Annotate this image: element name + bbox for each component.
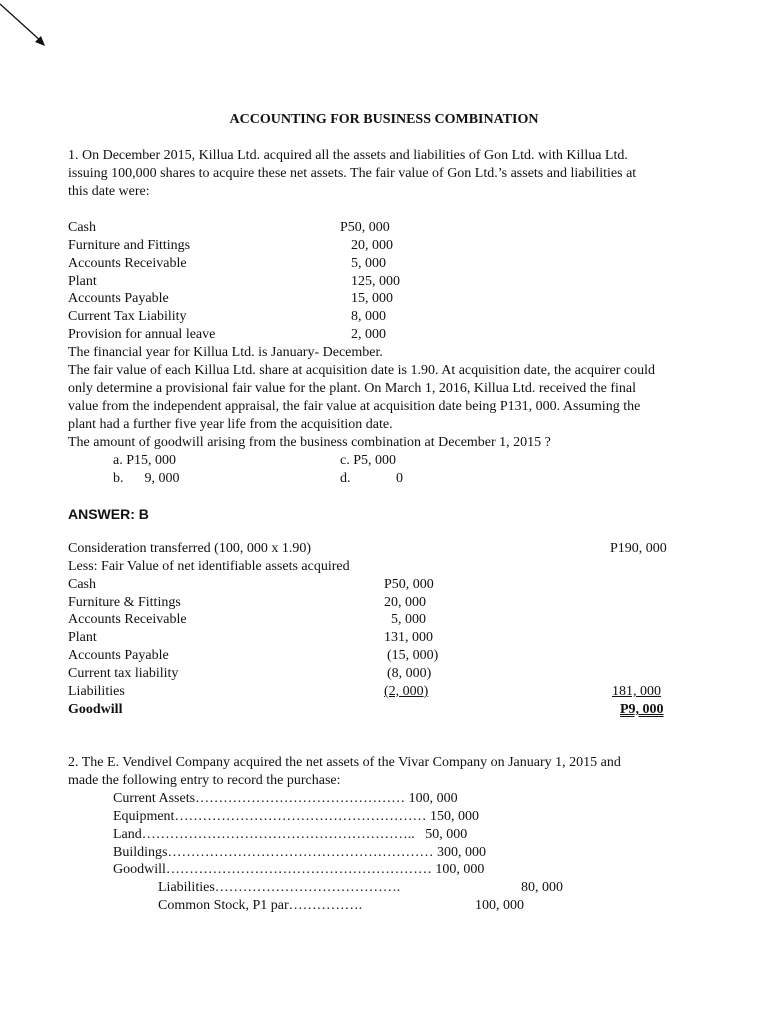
choice-d-value: 0: [396, 471, 403, 486]
solution-row-value: 5, 000: [391, 612, 426, 627]
q1-body-line: The fair value of each Killua Ltd. share at acquisition date is 1.90. At acquisition date, the acquirer could: [68, 363, 656, 378]
credit-leader: …………….: [288, 898, 363, 913]
entry-value: 100, 000: [435, 862, 485, 877]
solution-row-value: (2, 000): [384, 684, 429, 699]
credit-entry: [158, 897, 362, 915]
less-label: Less: Fair Value of net identifiable assets acquired: [68, 559, 350, 574]
solution-row-label: Accounts Receivable: [68, 612, 187, 627]
item-value: 125, 000: [351, 274, 400, 289]
item-label: Accounts Payable: [68, 291, 169, 306]
item-value: 15, 000: [351, 291, 393, 306]
entry-label: Goodwill: [113, 862, 166, 877]
credit-entry: [158, 879, 400, 897]
credit-value: 80, 000: [521, 880, 563, 895]
q2-intro-line: made the following entry to record the purchase:: [68, 773, 341, 788]
solution-row-value: (15, 000): [387, 648, 439, 663]
item-label: Provision for annual leave: [68, 327, 216, 342]
entry-label: Land: [113, 827, 142, 842]
item-value: 5, 000: [351, 256, 386, 271]
solution-row-value: P50, 000: [384, 577, 434, 592]
journal-entry: [113, 808, 479, 826]
q1-intro-line: issuing 100,000 shares to acquire these net assets. The fair value of Gon Ltd.’s assets and liabilities at: [68, 166, 637, 181]
entry-label: Equipment: [113, 809, 175, 824]
item-label: Furniture and Fittings: [68, 238, 191, 253]
entry-label: Buildings: [113, 845, 168, 860]
item-value: P50, 000: [340, 220, 390, 235]
item-label: Cash: [68, 220, 96, 235]
net-assets-total: 181, 000: [612, 684, 661, 699]
entry-leader: …………………………………………………..: [141, 827, 415, 842]
consideration-label: Consideration transferred (100, 000 x 1.90): [68, 541, 311, 556]
item-value: 8, 000: [351, 309, 386, 324]
choice-c: c. P5, 000: [340, 453, 396, 468]
choice-d-letter: d.: [340, 471, 351, 486]
solution-row-label: Furniture & Fittings: [68, 595, 181, 610]
credit-value: 100, 000: [475, 898, 524, 913]
solution-row-label: Plant: [68, 630, 97, 645]
item-label: Plant: [68, 274, 97, 289]
item-label: Accounts Receivable: [68, 256, 187, 271]
entry-leader: ………………………………………: [195, 791, 406, 806]
entry-value: 300, 000: [436, 845, 486, 860]
q1-intro-line: this date were:: [68, 184, 150, 199]
entry-leader: …………………………………………………: [165, 862, 432, 877]
q1-body-line: value from the independent appraisal, the fair value at acquisition date being P131, 000. Assuming the: [68, 399, 641, 414]
solution-row-value: 20, 000: [384, 595, 426, 610]
q1-body-line: only determine a provisional fair value for the plant. On March 1, 2016, Killua Ltd. received the final: [68, 381, 636, 396]
credit-leader: ………………………………….: [214, 880, 401, 895]
entry-value: 100, 000: [408, 791, 458, 806]
entry-value: 50, 000: [425, 827, 468, 842]
page-title: ACCOUNTING FOR BUSINESS COMBINATION: [229, 112, 539, 127]
q1-body-line: plant had a further five year life from the acquisition date.: [68, 417, 393, 432]
solution-row-value: 131, 000: [384, 630, 433, 645]
solution-row-label: Liabilities: [68, 684, 125, 699]
entry-leader: ………………………………………………: [174, 809, 427, 824]
solution-row-label: Accounts Payable: [68, 648, 169, 663]
journal-entry: [113, 826, 467, 844]
item-label: Current Tax Liability: [68, 309, 187, 324]
entry-leader: …………………………………………………: [167, 845, 434, 860]
goodwill-value: P9, 000: [620, 702, 664, 717]
q1-body-line: The financial year for Killua Ltd. is January- December.: [68, 345, 383, 360]
choice-b: b. 9, 000: [113, 471, 180, 486]
journal-entry: [113, 861, 484, 879]
q1-body-line: The amount of goodwill arising from the business combination at December 1, 2015 ?: [68, 435, 551, 450]
solution-row-label: Current tax liability: [68, 666, 179, 681]
credit-label: Liabilities: [158, 880, 215, 895]
arrow-icon: [0, 0, 60, 60]
item-value: 2, 000: [351, 327, 386, 342]
credit-label: Common Stock, P1 par: [158, 898, 289, 913]
solution-row-label: Cash: [68, 577, 96, 592]
journal-entry: [113, 844, 486, 862]
journal-entry: [113, 790, 458, 808]
answer-label: ANSWER: B: [68, 506, 149, 522]
q2-intro-line: 2. The E. Vendivel Company acquired the net assets of the Vivar Company on January 1, 2015 and: [68, 755, 621, 770]
entry-value: 150, 000: [429, 809, 479, 824]
choice-a: a. P15, 000: [113, 453, 176, 468]
q1-intro-line: 1. On December 2015, Killua Ltd. acquired all the assets and liabilities of Gon Ltd. with Killua Ltd.: [68, 148, 628, 163]
item-value: 20, 000: [351, 238, 393, 253]
goodwill-label: Goodwill: [68, 702, 123, 717]
solution-row-value: (8, 000): [387, 666, 432, 681]
entry-label: Current Assets: [113, 791, 196, 806]
consideration-value: P190, 000: [610, 541, 667, 556]
